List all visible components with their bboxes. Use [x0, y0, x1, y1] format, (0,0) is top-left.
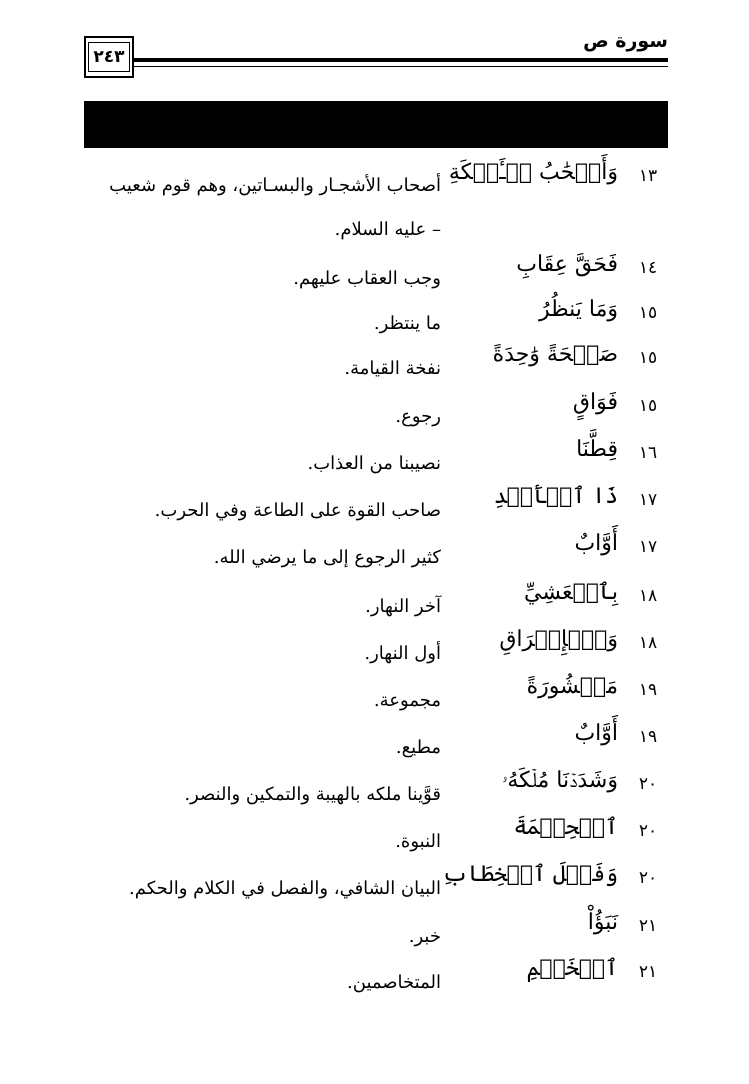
glossary-row: [0, 484, 749, 524]
glossary-row: [0, 437, 749, 477]
glossary-row: [0, 627, 749, 667]
glossary-row: [0, 252, 749, 292]
glossary-row: [0, 956, 749, 996]
verse-number: ٢٠: [638, 774, 658, 794]
verse-number: ١٥: [638, 303, 658, 323]
quran-word: وَأَصۡحَٰبُ لۡـَٔيۡكَةِ: [448, 160, 618, 185]
page-number-box: [84, 36, 134, 78]
verse-number: ١٨: [638, 586, 658, 606]
verse-number: ١٩: [638, 680, 658, 700]
quran-word: وَشَدَدۡنَا مُلۡكَهُۥ: [501, 768, 618, 793]
quran-word: مَحۡشُورَةً: [526, 674, 618, 699]
word-meaning: صاحب القوة على الطاعة وفي الحرب.: [154, 500, 441, 521]
glossary-row: [0, 674, 749, 714]
quran-word: ٱلۡحِكۡمَةَ: [513, 815, 618, 840]
word-meaning: البيان الشافي، والفصل في الكلام والحكم.: [129, 878, 441, 899]
verse-number: ١٧: [638, 537, 658, 557]
header-band: [84, 101, 668, 148]
quran-word: صَيۡحَةً وَٰحِدَةً: [492, 342, 618, 367]
quran-word: بِٱلۡعَشِيِّ: [524, 580, 618, 605]
glossary-row: [0, 297, 749, 337]
glossary-row: [0, 910, 749, 950]
glossary-row: [0, 721, 749, 761]
quran-word: قِطَّنَا: [576, 437, 618, 462]
word-meaning: قوَّينا ملكه بالهيبة والتمكين والنصر.: [184, 784, 441, 805]
surah-title: سورة ص: [583, 30, 668, 52]
word-meaning: نفخة القيامة.: [344, 358, 441, 379]
quran-word: فَوَاقٍ: [572, 390, 618, 415]
verse-number: ١٧: [638, 490, 658, 510]
verse-number: ١٩: [638, 727, 658, 747]
glossary-row: [0, 815, 749, 855]
word-meaning: مطيع.: [395, 737, 441, 758]
word-meaning: ما ينتظر.: [373, 313, 441, 334]
header-rule-thick: [134, 58, 668, 62]
quran-word: أَوَّابٌ: [574, 531, 618, 556]
page-header: [84, 30, 668, 82]
verse-number: ٢٠: [638, 868, 658, 888]
verse-number: ١٤: [638, 258, 658, 278]
glossary-row: [0, 768, 749, 808]
verse-number: ١٨: [638, 633, 658, 653]
glossary-row: [0, 580, 749, 620]
quran-word: أَوَّابٌ: [574, 721, 618, 746]
verse-number: ٢١: [638, 962, 658, 982]
header-rule-thin: [134, 66, 668, 67]
verse-number: ١٣: [638, 166, 658, 186]
glossary-row: [0, 531, 749, 571]
word-meaning: خبر.: [408, 926, 441, 947]
glossary-row: [0, 160, 749, 240]
glossary-row: [0, 390, 749, 430]
word-meaning: أول النهار.: [364, 643, 441, 664]
quran-word: نَبَؤُاْ: [587, 910, 618, 935]
glossary-row: [0, 342, 749, 382]
verse-number: ٢٠: [638, 821, 658, 841]
verse-number: ١٥: [638, 348, 658, 368]
page-number: ٢٤٣: [88, 42, 130, 72]
word-meaning: مجموعة.: [373, 690, 441, 711]
verse-number: ١٥: [638, 396, 658, 416]
quran-word: وَفَصۡلَ ٱلۡخِطَابِ: [442, 862, 618, 887]
word-meaning: وجب العقاب عليهم.: [293, 268, 441, 289]
word-meaning: أصحاب الأشجـار والبسـاتين، وهم قوم شعيب – عليه السلام.: [109, 175, 441, 240]
verse-number: ٢١: [638, 916, 658, 936]
word-meaning: نصيبنا من العذاب.: [307, 453, 441, 474]
word-meaning: رجوع.: [395, 406, 441, 427]
quran-word: ٱلۡخَصۡمِ: [526, 956, 618, 981]
quran-word: وَمَا يَنظُرُ: [538, 297, 618, 322]
verse-number: ١٦: [638, 443, 658, 463]
quran-word: ذَا ٱلۡأَيۡدِ: [493, 484, 618, 509]
word-meaning: النبوة.: [395, 831, 441, 852]
word-meaning: المتخاصمين.: [347, 972, 441, 993]
glossary-row: [0, 862, 749, 902]
word-meaning: كثير الرجوع إلى ما يرضي الله.: [213, 547, 441, 568]
quran-word: فَحَقَّ عِقَابِ: [516, 252, 618, 277]
word-meaning: آخر النهار.: [365, 596, 441, 617]
quran-word: وَٱلۡإِشۡرَاقِ: [499, 627, 618, 652]
